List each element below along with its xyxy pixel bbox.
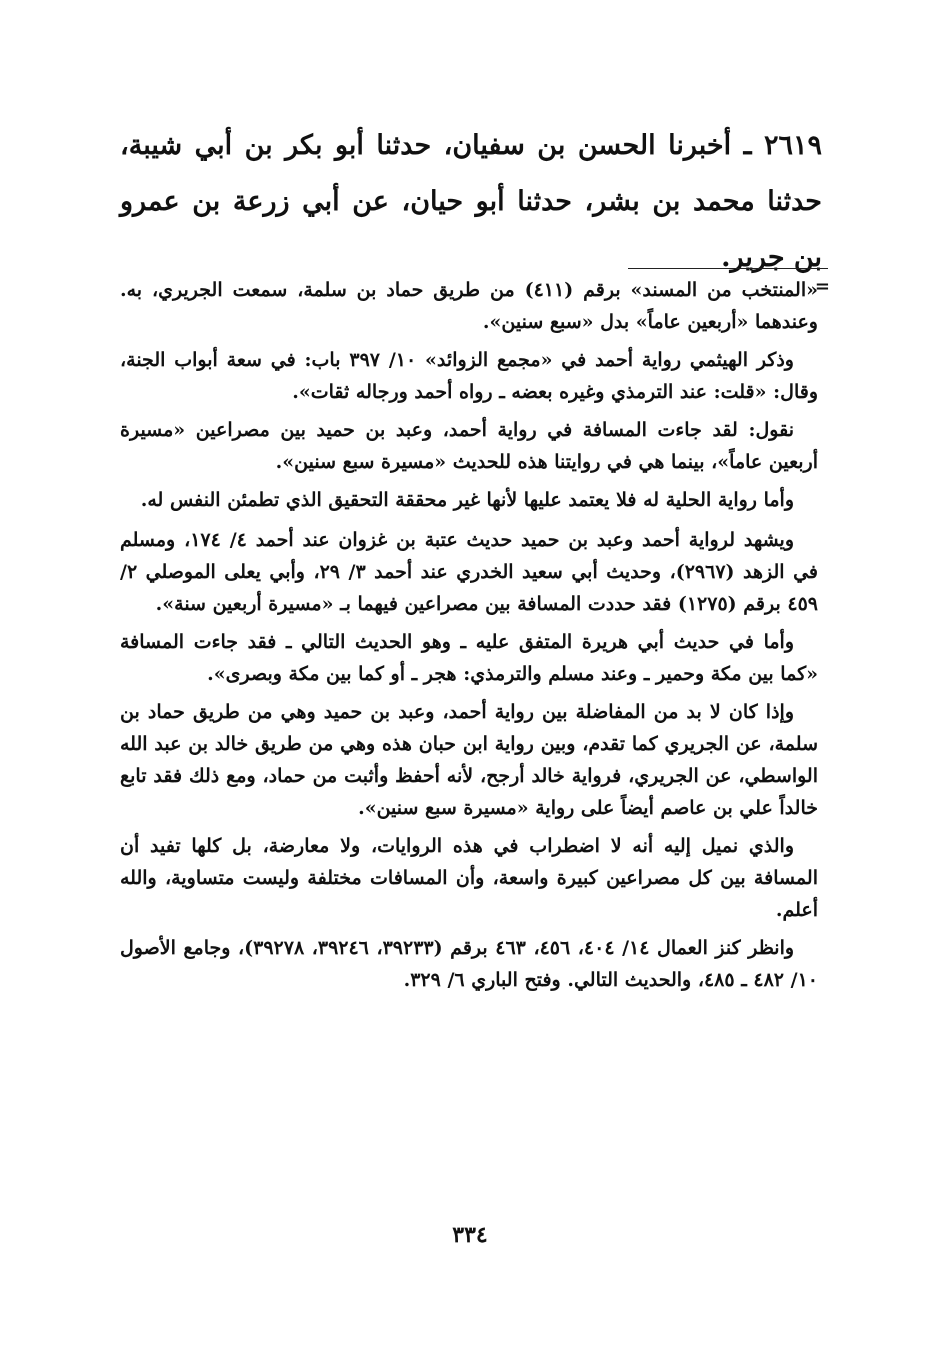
- footnote-paragraph: وأما في حديث أبي هريرة المتفق عليه ـ وهو الحديث التالي ـ فقد جاءت المسافة «كما بين مكة وحمير ـ وعند مسلم والترمذي: هجر ـ أو كما بين مكة وبصرى».: [120, 631, 818, 685]
- footnote-paragraph: وأما رواية الحلية له فلا يعتمد عليها لأنها غير محققة التحقيق الذي تطمئن النفس له.: [140, 489, 794, 511]
- footnote-separator-line: [628, 268, 828, 269]
- footnote-paragraph: والذي نميل إليه أنه لا اضطراب في هذه الروايات، ولا معارضة، بل كلها تفيد أن المسافة بين كل مصراعين كبيرة واسعة، وأن المسافات مختلفة وليست متساوية، والله أعلم.: [120, 835, 818, 921]
- footnote-paragraph: «المنتخب من المسند» برقم (٤١١) من طريق حماد بن سلمة، سمعت الجريري، به. وعندهما «أربعين عاماً» بدل «سبع سنين».: [120, 279, 818, 333]
- footnotes-block: [120, 274, 818, 1002]
- footnote-paragraph: نقول: لقد جاءت المسافة في رواية أحمد، وعبد بن حميد بين مصراعين «مسيرة أربعين عاماً»، بينما هي في روايتنا هذه للحديث «مسيرة سبع سنين».: [120, 419, 818, 473]
- footnote-paragraph: وذكر الهيثمي رواية أحمد في «مجمع الزوائد» ١٠/ ٣٩٧ باب: في سعة أبواب الجنة، وقال: «قلت: عند الترمذي وغيره بعضه ـ رواه أحمد ورجاله ثقات».: [120, 349, 818, 403]
- footnote-continuation-marker: =: [814, 276, 830, 297]
- page-number: ٣٣٤: [452, 1222, 488, 1248]
- footnote-paragraph: ويشهد لرواية أحمد وعبد بن حميد حديث عتبة بن غزوان عند أحمد ٤/ ١٧٤، ومسلم في الزهد (٢٩٦٧)، وحديث أبي سعيد الخدري عند أحمد ٣/ ٢٩، وأبي يعلى الموصلي ٢/ ٤٥٩ برقم (١٢٧٥) فقد حددت المسافة بين مصراعين فيهما بـ «مسيرة أربعين سنة».: [120, 529, 818, 615]
- footnote-paragraph: وإذا كان لا بد من المفاضلة بين رواية أحمد، وعبد بن حميد وهي من طريق حماد بن سلمة، عن الجريري كما تقدم، وبين رواية ابن حبان هذه وهي من طريق خالد بن عبد الله الواسطي، عن الجريري، فرواية خالد أرجح، لأنه أحفظ وأثبت من حماد، ومع ذلك فقد تابع خالداً علي بن عاصم أيضاً على رواية «مسيرة سبع سنين».: [120, 701, 818, 819]
- footnote-paragraph: وانظر كنز العمال ١٤/ ٤٠٤، ٤٥٦، ٤٦٣ برقم (٣٩٢٣٣، ٣٩٢٤٦، ٣٩٢٧٨)، وجامع الأصول ١٠/ ٤٨٢ ـ ٤٨٥، والحديث التالي. وفتح الباري ٦/ ٣٢٩.: [120, 937, 818, 991]
- hadith-text: ٢٦١٩ ـ أخبرنا الحسن بن سفيان، حدثنا أبو بكر بن أبي شيبة، حدثنا محمد بن بشر، حدثنا أبو حيان، عن أبي زرعة بن عمرو بن جرير.: [120, 130, 822, 273]
